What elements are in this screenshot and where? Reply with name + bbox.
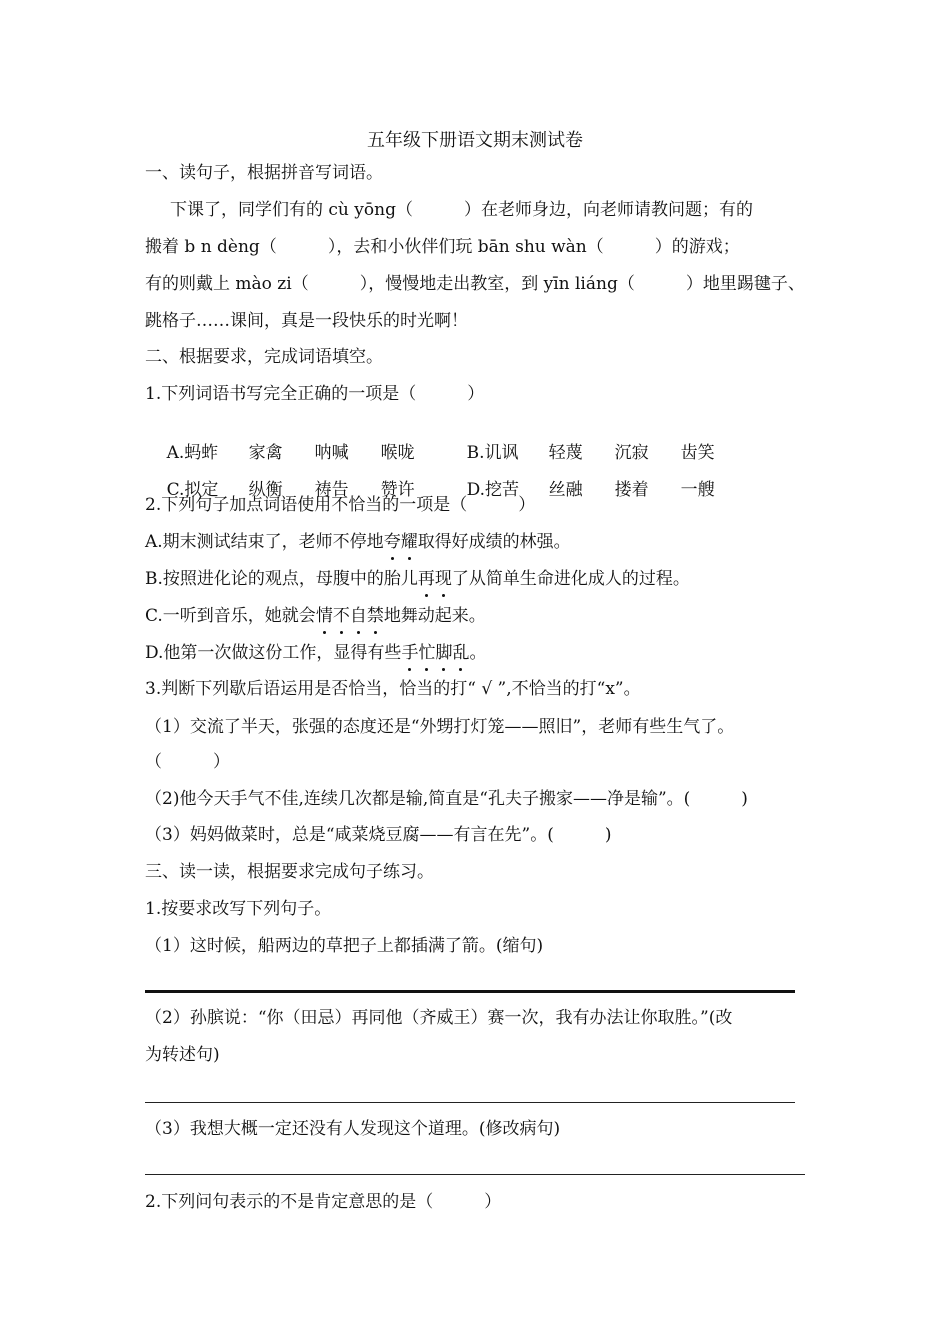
section-1-paragraph-line-2: 搬着 b n dèng（ ），去和小伙伴们玩 bān shu wàn（ ）的游戏； <box>145 237 740 257</box>
dotted-word <box>418 569 452 589</box>
sentence-text: A.期末测试结束了，老师不停地 <box>145 532 384 552</box>
sentence-text: 取得好成绩的林强。 <box>417 532 571 552</box>
option-d-word-3: 搂着 <box>614 480 649 500</box>
option-a-word-3: 呐喊 <box>314 443 349 463</box>
question-2-1: 1.下列词语书写完全正确的一项是（ ） <box>145 384 485 404</box>
question-2-3-item-2: （2)他今天手气不佳,连续几次都是输,简直是“孔夫子搬家——净是输”。( ) <box>145 789 748 809</box>
emphasis-char: 手 <box>401 643 419 663</box>
option-d-word-4: 一艘 <box>680 480 715 500</box>
option-b-word-1: B.讥讽 <box>466 443 519 463</box>
emphasis-char: 乱 <box>452 643 470 663</box>
emphasis-char: 不 <box>332 606 350 626</box>
section-2-heading: 二、根据要求，完成词语填空。 <box>145 347 383 367</box>
option-b-word-3: 沉寂 <box>614 443 649 463</box>
question-3-1-item-2-line-2: 为转述句) <box>145 1045 220 1065</box>
dotted-word <box>401 643 469 663</box>
answer-line-2[interactable] <box>145 1102 795 1103</box>
section-1-paragraph-line-3: 有的则戴上 mào zi（ ），慢慢地走出教室，到 yīn liáng（ ）地里踢毽子、 <box>145 274 805 294</box>
section-1-paragraph-line-1: 下课了，同学们有的 cù yōng（ ）在老师身边，向老师请教问题；有的 <box>170 200 753 220</box>
dotted-word <box>316 606 384 626</box>
question-2-3: 3.判断下列歇后语运用是否恰当，恰当的打“ √ ”,不恰当的打“x”。 <box>145 679 641 699</box>
option-c-word-4: 赞许 <box>380 480 415 500</box>
question-2-2-option-d <box>145 642 486 664</box>
question-2-3-item-1-answer-blank: （ ） <box>145 752 230 772</box>
option-c-word-1: C.拟定 <box>166 480 219 500</box>
section-3-heading: 三、读一读，根据要求完成句子练习。 <box>145 862 434 882</box>
emphasis-char: 现 <box>434 569 452 589</box>
sentence-text: C.一听到音乐，她就会 <box>145 606 316 626</box>
sentence-text: 地舞动起来。 <box>383 606 486 626</box>
question-2-3-item-3: （3）妈妈做菜时，总是“咸菜烧豆腐——有言在先”。( ) <box>145 825 612 845</box>
emphasis-char: 再 <box>417 569 435 589</box>
option-b-word-2: 轻蔑 <box>548 443 583 463</box>
exam-title: 五年级下册语文期末测试卷 <box>367 130 583 151</box>
option-c-word-2: 纵衡 <box>248 480 283 500</box>
option-a-word-1: A.蚂蚱 <box>166 443 219 463</box>
emphasis-char: 脚 <box>435 643 453 663</box>
sentence-text: B.按照进化论的观点，母腹中的胎儿 <box>145 569 418 589</box>
emphasis-char: 禁 <box>366 606 384 626</box>
emphasis-char: 耀 <box>400 532 418 552</box>
emphasis-char: 自 <box>349 606 367 626</box>
emphasis-char: 情 <box>315 606 333 626</box>
sentence-text: D.他第一次做这份工作，显得有些 <box>145 643 402 663</box>
question-3-1-item-2-line-1: （2）孙膑说：“你（田忌）再同他（齐威王）赛一次，我有办法让你取胜。”(改 <box>145 1008 733 1028</box>
question-2-2: 2.下列句子加点词语使用不恰当的一项是（ ） <box>145 495 536 515</box>
question-2-3-item-1: （1）交流了半天，张强的态度还是“外甥打灯笼——照旧”，老师有些生气了。 <box>145 717 735 737</box>
option-c-word-3: 祷告 <box>314 480 349 500</box>
question-2-2-option-a <box>145 531 571 553</box>
question-3-1-item-1: （1）这时候，船两边的草把子上都插满了箭。(缩句) <box>145 936 544 956</box>
emphasis-char: 夸 <box>383 532 401 552</box>
question-3-1-item-3: （3）我想大概一定还没有人发现这个道理。(修改病句) <box>145 1119 561 1139</box>
sentence-text: 。 <box>469 643 487 663</box>
question-2-2-option-c <box>145 605 486 627</box>
sentence-text: 了从简单生命进化成人的过程。 <box>451 569 690 589</box>
section-1-paragraph-line-4: 跳格子……课间，真是一段快乐的时光啊！ <box>145 311 468 331</box>
question-3-1: 1.按要求改写下列句子。 <box>145 899 332 919</box>
dotted-word <box>384 532 418 552</box>
emphasis-char: 忙 <box>418 643 436 663</box>
answer-line-3[interactable] <box>145 1174 805 1175</box>
option-a-word-4: 喉咙 <box>380 443 415 463</box>
question-3-2: 2.下列问句表示的不是肯定意思的是（ ） <box>145 1192 502 1212</box>
answer-line-1[interactable] <box>145 990 795 993</box>
option-d-word-1: D.挖苦 <box>466 480 520 500</box>
option-a-word-2: 家禽 <box>248 443 283 463</box>
option-b-word-4: 齿笑 <box>680 443 715 463</box>
section-1-heading: 一、读句子，根据拼音写词语。 <box>145 163 383 183</box>
question-2-2-option-b <box>145 568 690 590</box>
option-d-word-2: 丝融 <box>548 480 583 500</box>
